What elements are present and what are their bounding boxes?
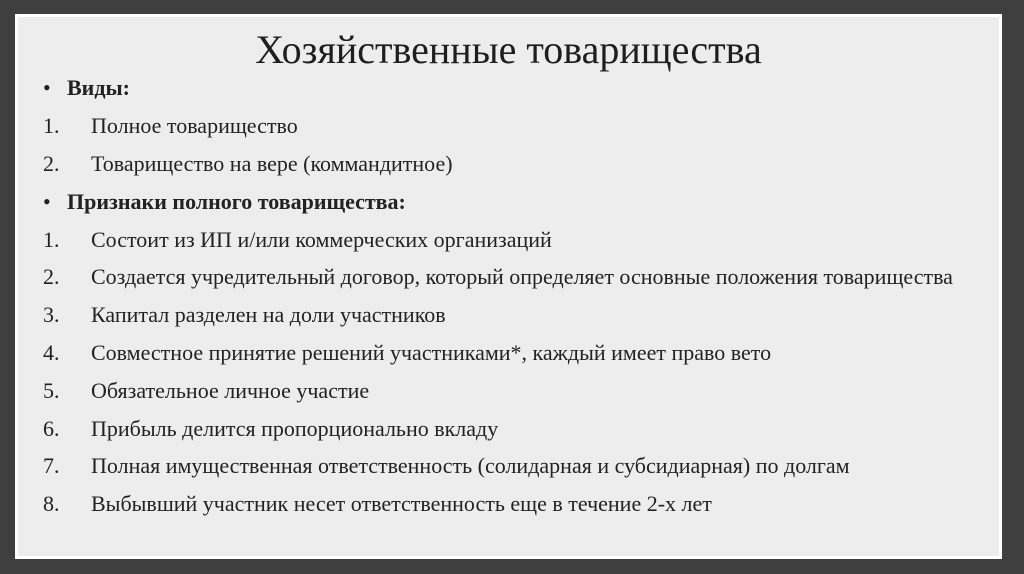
list-number: 6. [43, 416, 60, 441]
list-item [43, 253, 983, 290]
list-number: 1. [43, 227, 60, 252]
list-number: 2. [43, 264, 60, 289]
list-item-text: Обязательное личное участие [91, 378, 370, 403]
list-number: 7. [43, 453, 60, 478]
list-item [43, 442, 983, 479]
section-heading-types: Виды: [67, 75, 130, 100]
list-item [43, 404, 983, 442]
list-number: 2. [43, 151, 60, 176]
list-item [43, 479, 983, 517]
list-item-text: Полное товарищество [91, 113, 298, 138]
list-item-text: Состоит из ИП и/или коммерческих организаций [91, 227, 552, 252]
list-item [43, 139, 983, 177]
list-item [43, 177, 983, 215]
list-item-text: Прибыль делится пропорционально вкладу [91, 416, 499, 441]
list-number: 8. [43, 491, 60, 516]
list-number: 3. [43, 302, 60, 327]
slide-title: Хозяйственные товарищества [255, 27, 762, 72]
list-item [43, 63, 983, 101]
list-number: 1. [43, 113, 60, 138]
list-item [43, 328, 983, 366]
list-item-text: Создается учредительный договор, который определяет основные положения товарищества [91, 264, 953, 289]
list-item [43, 290, 983, 328]
list-item [43, 101, 983, 139]
list-item [43, 215, 983, 253]
list-item-text: Совместное принятие решений участниками*, каждый имеет право вето [91, 340, 772, 365]
slide [15, 14, 1002, 559]
list-item [43, 366, 983, 404]
list-number: 4. [43, 340, 60, 365]
bullet-marker: • [43, 189, 51, 214]
list-number: 5. [43, 378, 60, 403]
slide-content [43, 63, 983, 517]
list-item-text: Товарищество на вере (коммандитное) [91, 151, 453, 176]
list-item-text: Полная имущественная ответственность (солидарная и субсидиарная) по долгам [91, 453, 850, 478]
list-item-text: Выбывший участник несет ответственность еще в течение 2-х лет [91, 491, 712, 516]
bullet-marker: • [43, 75, 51, 100]
list-item-text: Капитал разделен на доли участников [91, 302, 446, 327]
section-heading-features: Признаки полного товарищества: [67, 189, 406, 214]
